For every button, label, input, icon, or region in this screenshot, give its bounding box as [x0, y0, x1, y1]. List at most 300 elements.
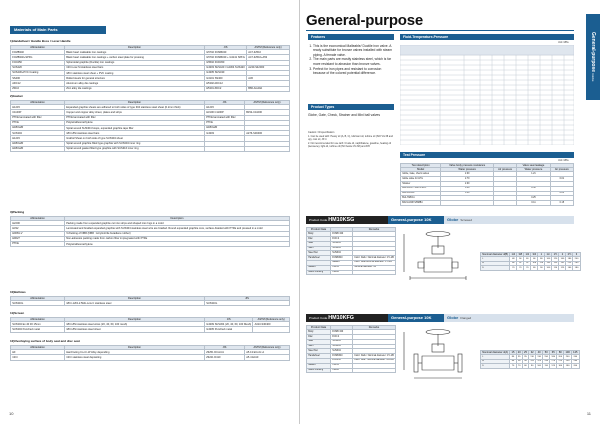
table-cell: 48: [510, 257, 517, 262]
table-header-cell: JIS: [205, 46, 247, 50]
table-cell: Handwheel: [307, 256, 331, 261]
table-cell: G4305 SUS430: [205, 70, 247, 75]
table-cell: 70: [517, 266, 524, 271]
table-cell: ZDC2: [11, 86, 65, 91]
table-cell: G3101 SS400: [205, 76, 247, 81]
table-cell: Zinc alloy die castings: [65, 86, 205, 91]
table-header-cell: 1: [538, 253, 545, 257]
table-cell: 260: [571, 355, 579, 360]
table-cell: 110: [544, 364, 548, 367]
table-row: [401, 201, 574, 206]
table-header-cell: Remarks: [353, 326, 396, 330]
table-header-cell: 125: [573, 351, 578, 354]
table-cell: Z3251 DCoCrA: [205, 350, 245, 355]
product-group-label: Globe: [447, 315, 459, 320]
title-divider: [306, 30, 574, 31]
table-header-cell: Valve body pressure resistance: [441, 164, 494, 168]
table-cell: 100: [546, 266, 551, 269]
table-cell: Globe, Gate, check valves: [401, 172, 441, 177]
table-cell: 13Cr stainless steel depositing: [65, 355, 205, 360]
features-list: [308, 44, 394, 76]
table-cell: PTFE: [11, 241, 65, 246]
table-cell: 125: [551, 364, 556, 367]
table-cell: 66: [531, 257, 538, 262]
section-bellows: 10)Bellows: [10, 290, 26, 294]
table-cell: 13Cr-Low Si stainless steel bars: [65, 65, 205, 70]
table-cell: 3.10: [441, 186, 494, 191]
table-cell: Packing made from expanded graphite cut into strips and shaped into rings in a mold: [65, 221, 290, 226]
product-types-text: Globe, Gate, Check, Strainer and Mini ball valves: [308, 113, 381, 117]
table-cell: 98: [524, 360, 527, 363]
table-cell: 223: [567, 262, 572, 265]
table-cell: H1BIG2R: [11, 146, 65, 151]
table-cell: SUS403: [331, 241, 353, 246]
table-cell: Disc: [307, 335, 331, 340]
table-header-cell: 1/4: [511, 253, 516, 256]
dims-table-1: [480, 252, 581, 271]
table-cell: Gasket: [307, 363, 331, 368]
table-cell: 160: [558, 364, 563, 367]
table-cell: 2.70: [441, 177, 494, 182]
section-overlay: 12)Overlaying surface of body seat and disc seat: [10, 339, 80, 343]
table-cell: 158: [544, 360, 549, 363]
table-cell: SUS304 Ex.40 30 15mm: [11, 322, 65, 327]
table-header-cell: Description: [65, 346, 205, 350]
table-header-cell: Description: [65, 297, 205, 301]
table-cell: 129: [537, 360, 541, 363]
product-code: HM10KSG: [328, 217, 355, 223]
table-cell: 110: [530, 355, 534, 358]
table-header-cell: 15: [511, 351, 515, 354]
table-cell: Gasket: [331, 261, 353, 266]
table-cell: B152-C11000: [245, 110, 290, 115]
table-cell: H3100 C1100P: [205, 110, 245, 115]
table-cell: Spiral wound graphite filled type graphite with SUS304 inner ring: [65, 141, 205, 146]
caution-notes: [308, 131, 394, 148]
table-cell: L: [481, 257, 510, 262]
table-cell: 180: [567, 257, 572, 260]
table-cell: Nominal diameter: 20: [353, 265, 396, 270]
table-header-cell: ASTM (Reference only): [245, 346, 290, 350]
table-cell: 86: [511, 355, 515, 358]
table-cell: G4305 Punched metal: [205, 327, 253, 332]
table-cell: Z3221 D410: [205, 355, 245, 360]
table-cell: Laminated and braided expanded graphite with SUS304 stainless steel wire are braided. Round expanded graphite core, surface-braided with PTFE and pressed in a mold: [65, 226, 290, 231]
table-cell: V-Packing of NBR (NBR : Acrylonitrile butadiene rubber): [65, 231, 290, 236]
fluid-header: Fluid-Temperature-Pressure: [400, 34, 574, 40]
table-cell: 13Cr: [11, 355, 65, 360]
table-header-cell: Nominal diameter d(A): [482, 351, 509, 354]
table-cell: H1215: [331, 363, 353, 368]
product-code: HM10KFG: [328, 315, 354, 321]
table-cell: H0081-V: [11, 231, 65, 236]
table-cell: [353, 270, 396, 275]
test-pressure-table: [400, 163, 574, 206]
table-cell: 260: [564, 359, 572, 364]
table-cell: Spheroidal graphite (Ductile) iron castings: [65, 60, 205, 65]
table-cell: Black heart malleable iron castings: [65, 50, 205, 55]
table-cell: G4303: [205, 131, 245, 136]
table-header-cell: 2: [559, 253, 566, 257]
table-cell: 215: [558, 360, 563, 363]
table-header-cell: 20: [517, 351, 521, 354]
table-cell: H1BIG2R: [205, 125, 245, 130]
table-cell: H: [481, 261, 510, 266]
table-cell: 95: [518, 355, 521, 358]
table-cell: Hard facing Co-Cr-W Alloy depending: [65, 350, 205, 355]
table-cell: SUS430+PVC Coating: [11, 70, 65, 75]
table-cell: 18Cr-8Ni stainless steel bars: [65, 131, 205, 136]
section-screen: 11)Screen: [10, 311, 25, 315]
dims-table-2: [480, 350, 580, 369]
table-header-cell: Abbreviation: [11, 46, 65, 50]
table-header-cell: JIS: [205, 346, 245, 350]
caution-line: 1. Can be used with: Heavy oil (A, B, C), lubricant oil, turbine oil (ISO VG 68 and up), cost oil, JP-4: [308, 134, 393, 141]
page-number: 11: [586, 411, 591, 416]
table-header-cell: 40: [536, 351, 543, 355]
table-cell: 260: [574, 262, 579, 265]
table-cell: Seat: [307, 241, 331, 246]
table-cell: Seat: [307, 339, 331, 344]
feature-item: 1. This is the economical Malleable/ Ductile iron valve. A ready substitute for bronze valves installed with steam piping. A female valve.: [313, 44, 394, 57]
table-header-cell: ASTM (Reference only): [247, 46, 290, 50]
product-code-label: Product Code: [309, 218, 328, 222]
table-header-cell: 100: [565, 351, 570, 354]
table-header-cell: Air pressure: [550, 168, 573, 172]
table-cell: Body: [307, 232, 331, 237]
table-cell: 0.50: [517, 186, 551, 191]
section-gasket: 2)Gasket: [10, 94, 23, 98]
table-cell: Polytetrafluoroethylene: [65, 120, 205, 125]
table-cell: 88: [511, 360, 515, 363]
table-cell: Stem: [307, 344, 331, 349]
table-cell: 160: [567, 266, 572, 269]
table-cell: FCMB340: [11, 50, 65, 55]
table-cell: Graftoil Sheet on both side of type SUS304 sheet: [65, 136, 205, 141]
bellows-table: [10, 296, 290, 306]
table-header-cell: Description: [65, 101, 205, 105]
product-group: [444, 314, 574, 322]
table-cell: 70: [518, 364, 521, 367]
table-cell: 159: [553, 262, 558, 265]
table-cell: H2200: [331, 368, 353, 373]
table-cell: SUS316L: [11, 301, 65, 306]
table-cell: 1.21: [517, 172, 551, 177]
table-cell: 0.01: [550, 177, 573, 182]
table-cell: 100: [537, 364, 541, 367]
product-bar-1: [306, 216, 574, 224]
features-header: Features: [308, 34, 394, 40]
table-header-cell: JIS: [205, 297, 290, 301]
table-cell: D: [481, 266, 510, 271]
table-header-cell: Nominal diameter d(B): [482, 253, 509, 256]
materials-banner: Materials of Main Parts: [10, 26, 106, 34]
table-cell: SUS403: [331, 344, 353, 349]
table-header-cell: 2½: [567, 253, 572, 256]
table-cell: A47-32510: [247, 50, 290, 55]
table-cell: Color: Dark / Nominal diameter: 1½-2B: [354, 354, 394, 357]
table-cell: 0.15: [550, 201, 573, 206]
table-cell: 140: [560, 257, 565, 260]
table-cell: 280: [571, 359, 579, 364]
fluid-grid: [400, 45, 574, 145]
table-cell: SUS403: [331, 339, 353, 344]
table-cell: 126: [539, 262, 544, 265]
table-cell: B86-AG40A: [247, 86, 290, 91]
table-cell: [441, 201, 494, 206]
table-cell: 2.00: [441, 182, 494, 187]
table-cell: 120: [553, 257, 558, 260]
feature-item: 2. The main parts are mostly stainless steel, which is far more resistant to abrasion than bronze valves.: [313, 57, 394, 66]
table-cell: H1215: [331, 265, 353, 270]
product-code-box: [306, 216, 388, 224]
table-cell: FCD450: [331, 359, 353, 364]
section-handwheel: 1)Handwheel / Handle Boss / Lever Handle: [10, 39, 71, 43]
table-cell: [253, 327, 290, 332]
table-header-cell: 1¼: [546, 253, 551, 256]
table-cell: 92: [524, 261, 531, 266]
table-header-cell: 3/8: [518, 253, 523, 256]
table-cell: SUS420: [11, 65, 65, 70]
spec-table-2: [306, 325, 396, 373]
gasket-table: [10, 100, 290, 152]
table-cell: SUS304 Punched metal: [11, 327, 65, 332]
table-cell: HF: [11, 350, 65, 355]
table-cell: Gland Packing: [307, 270, 331, 275]
table-cell: 0.25: [517, 196, 551, 201]
caution-line: Caution: Oil specification: [308, 131, 335, 134]
table-cell: 56: [517, 257, 524, 262]
table-header-cell: Description: [65, 318, 205, 322]
table-cell: 80: [524, 364, 527, 367]
product-type: General-purpose 10K: [388, 216, 444, 224]
table-row: [307, 368, 396, 373]
table-cell: Rolled steels for general structure: [65, 76, 205, 81]
table-cell: 192: [560, 262, 565, 265]
table-cell: 100: [546, 257, 551, 260]
table-cell: 145: [546, 262, 551, 265]
table-cell: 0.11: [517, 201, 551, 206]
packing-table: [10, 216, 290, 247]
table-cell: 150: [544, 355, 549, 358]
table-cell: PTFE laminated with filler: [11, 115, 65, 120]
table-cell: Body: [307, 330, 331, 335]
table-cell: Gasket: [307, 265, 331, 270]
table-cell: D: [481, 364, 510, 369]
table-header-cell: 65: [550, 351, 557, 355]
table-cell: SUS316L: [205, 301, 290, 306]
table-cell: H2200: [11, 221, 65, 226]
table-cell: A47-32510+A53: [247, 55, 290, 60]
table-cell: 130: [537, 355, 541, 358]
table-header-cell: Model: [401, 168, 441, 172]
table-header-cell: Abbreviation: [11, 318, 65, 322]
table-header-cell: 3/4: [532, 253, 537, 256]
product-group: [444, 216, 574, 224]
table-cell: SUS304: [331, 349, 353, 354]
table-cell: FCMB340: [331, 256, 353, 261]
table-cell: G5702 FCMB340 + G3141 SPFG: [206, 55, 245, 59]
table-row: [11, 355, 290, 360]
table-header-cell: Water pressure: [441, 168, 494, 172]
table-cell: H9627: [11, 236, 65, 241]
table-cell: FCD-S: [331, 335, 353, 340]
product-variant: Flanged: [460, 316, 472, 320]
table-cell: 98: [518, 360, 521, 363]
table-cell: 92: [517, 261, 524, 266]
table-cell: 90: [529, 364, 536, 369]
table-header-cell: Valve seat leakage: [517, 164, 551, 168]
right-page: [300, 0, 600, 424]
table-cell: L: [481, 355, 510, 360]
table-cell: 110: [553, 266, 558, 269]
table-cell: FCMB 340: [331, 232, 353, 237]
table-cell: Aluminum alloy die castings: [65, 81, 205, 86]
table-header-cell: Test description: [401, 164, 441, 168]
table-cell: 180: [574, 266, 579, 269]
table-cell: FCD450: [11, 60, 65, 65]
table-header-cell: JIS: [205, 101, 245, 105]
table-header-cell: Description: [65, 217, 290, 221]
table-cell: SUS304: [331, 251, 353, 256]
table-header-cell: 3: [573, 253, 580, 257]
table-cell: A36: [247, 76, 290, 81]
side-tab: [586, 14, 600, 100]
table-header-cell: Water pressure: [517, 168, 551, 172]
table-header-cell: JIS: [205, 318, 253, 322]
table-cell: 80: [531, 266, 538, 271]
table-header-cell: Abbreviation: [11, 101, 65, 105]
table-cell: C1100P: [11, 110, 65, 115]
caution-line: 2. Not recommended for use with: Crude oil, naphthalene, gasoline, heating oil (kerosene), light oil, turbine oil (ISO below VG 68) and ATF: [308, 141, 392, 148]
table-cell: Gland Packing: [307, 368, 331, 373]
table-cell: 70: [510, 266, 517, 271]
table-header-cell: 1½: [553, 253, 558, 256]
fluid-unit: Unit: MPa: [558, 41, 569, 44]
table-cell: Spiral wound SUS304 hoops, expanded graphite tape filler: [65, 125, 205, 130]
table-cell: G5502 FCD450: [205, 60, 247, 65]
table-header-cell: Abbreviation: [11, 217, 65, 221]
table-row: [307, 270, 396, 275]
table-cell: Color: Red / Nominal diameter: 65-80A: [354, 359, 394, 362]
table-cell: FCD-S: [331, 237, 353, 242]
table-cell: Polytetrafluoroethylene: [65, 241, 290, 246]
table-cell: A313-S30400: [253, 322, 290, 327]
table-cell: [494, 201, 517, 206]
table-cell: 70: [524, 266, 531, 271]
product-group-label: Globe: [447, 217, 459, 222]
table-cell: 200: [571, 364, 579, 369]
table-cell: 0.01: [550, 191, 573, 196]
side-tab-sub: Globe: [591, 73, 595, 82]
table-cell: SUS304: [11, 131, 65, 136]
table-cell: BL4-HMC11: [401, 196, 441, 201]
spec-table-1: [306, 227, 396, 275]
table-cell: Copper and copper alloy sheet, plates and strips: [65, 110, 205, 115]
table-header-cell: 50: [543, 351, 550, 355]
table-cell: [205, 146, 245, 151]
table-cell: A5.13 ECoCr-A: [245, 350, 290, 355]
table-cell: Disc: [307, 237, 331, 242]
table-header-cell: ASTM (Reference only): [245, 101, 290, 105]
table-cell: PTFE: [11, 120, 65, 125]
table-cell: A5.4 E410: [245, 355, 290, 360]
product-type: General-purpose 10K: [388, 314, 444, 322]
table-cell: Color: Red/Nominal diameter: 1½-2B: [353, 261, 396, 266]
table-cell: [245, 146, 290, 151]
table-cell: 180: [564, 364, 572, 369]
table-cell: SS400: [11, 76, 65, 81]
table-cell: 120: [530, 360, 534, 363]
table-cell: H1215: [11, 105, 65, 110]
table-cell: Expanded graphite sheets are adhered to both sides of type 304 stainless steel sheet (0.2mm thick): [65, 105, 205, 110]
table-cell: G4303 SUS420 / G4304 SUS420: [206, 66, 245, 70]
table-cell: H332: [11, 226, 65, 231]
test-pressure-header: Test Pressure: [400, 152, 574, 158]
table-cell: Black heart malleable iron castings + carbon steel plate for pressing: [65, 55, 205, 60]
screen-table: [10, 317, 290, 333]
table-header-cell: Product Data: [307, 326, 331, 330]
table-cell: Steel Nut: [307, 349, 331, 354]
table-cell: A240-S42000: [247, 65, 290, 70]
table-header-cell: Remarks: [353, 228, 396, 232]
table-cell: 86: [510, 261, 517, 266]
feature-item: 3. Perfect for iron pipes and resistant to corrosion because of the colored potential difference.: [313, 67, 394, 76]
table-cell: FCMB340+SPFG: [11, 55, 65, 60]
table-header-cell: ASTM (Reference only): [253, 318, 290, 322]
test-pressure-unit: Unit: MPa: [558, 159, 569, 162]
table-row: [11, 86, 290, 91]
table-cell: FCMB 340: [331, 330, 353, 335]
table-header-cell: 32: [529, 351, 536, 355]
table-cell: BAV1-MX11: [401, 191, 441, 196]
table-cell: BAV1-M4371/BMB4: [401, 201, 441, 206]
table-header-cell: 25: [524, 351, 527, 354]
table-cell: H1BIG2R: [11, 141, 65, 146]
table-cell: Stem: [307, 246, 331, 251]
table-cell: Handwheel: [307, 354, 331, 359]
table-cell: H1215: [11, 136, 65, 141]
table-header-cell: Abbreviation: [11, 346, 65, 350]
table-header-cell: 1/2: [525, 253, 530, 256]
table-header-cell: Air pressure: [494, 168, 517, 172]
table-cell: H5302 ADC12: [205, 81, 247, 86]
table-cell: 200: [558, 355, 563, 358]
table-cell: Non-asbestos packing made from carbon fiber impregnated with PTFE: [65, 236, 290, 241]
table-cell: FCMB340: [331, 354, 353, 359]
table-cell: Globe valve for LPG: [401, 177, 441, 182]
product-code-box: [306, 314, 388, 322]
table-row: [11, 146, 290, 151]
table-cell: PTFE: [205, 120, 245, 125]
table-cell: 18Cr-12Ni-2.5Mo-Low C stainless steel: [65, 301, 205, 306]
table-header-cell: Abbreviation: [11, 297, 65, 301]
table-cell: BAV1-MX771/BV1-SFC: [401, 186, 441, 191]
table-cell: 90: [538, 266, 545, 271]
table-header-cell: Description: [65, 46, 205, 50]
table-cell: H1215: [205, 105, 245, 110]
page-number: 10: [9, 411, 14, 416]
table-cell: 240: [564, 355, 572, 360]
table-cell: 18Cr stainless steel sheet + PVC coating: [65, 70, 205, 75]
table-cell: PTFE laminated with filler: [205, 115, 245, 120]
table-row: [481, 266, 581, 271]
handwheel-table: [10, 45, 290, 92]
product-bar-2: [306, 314, 574, 322]
table-cell: Color: Dark / Nominal diameter: 1½-2B: [354, 256, 394, 259]
table-cell: PTFE laminated with filler: [65, 115, 205, 120]
table-cell: 2.00: [441, 172, 494, 177]
